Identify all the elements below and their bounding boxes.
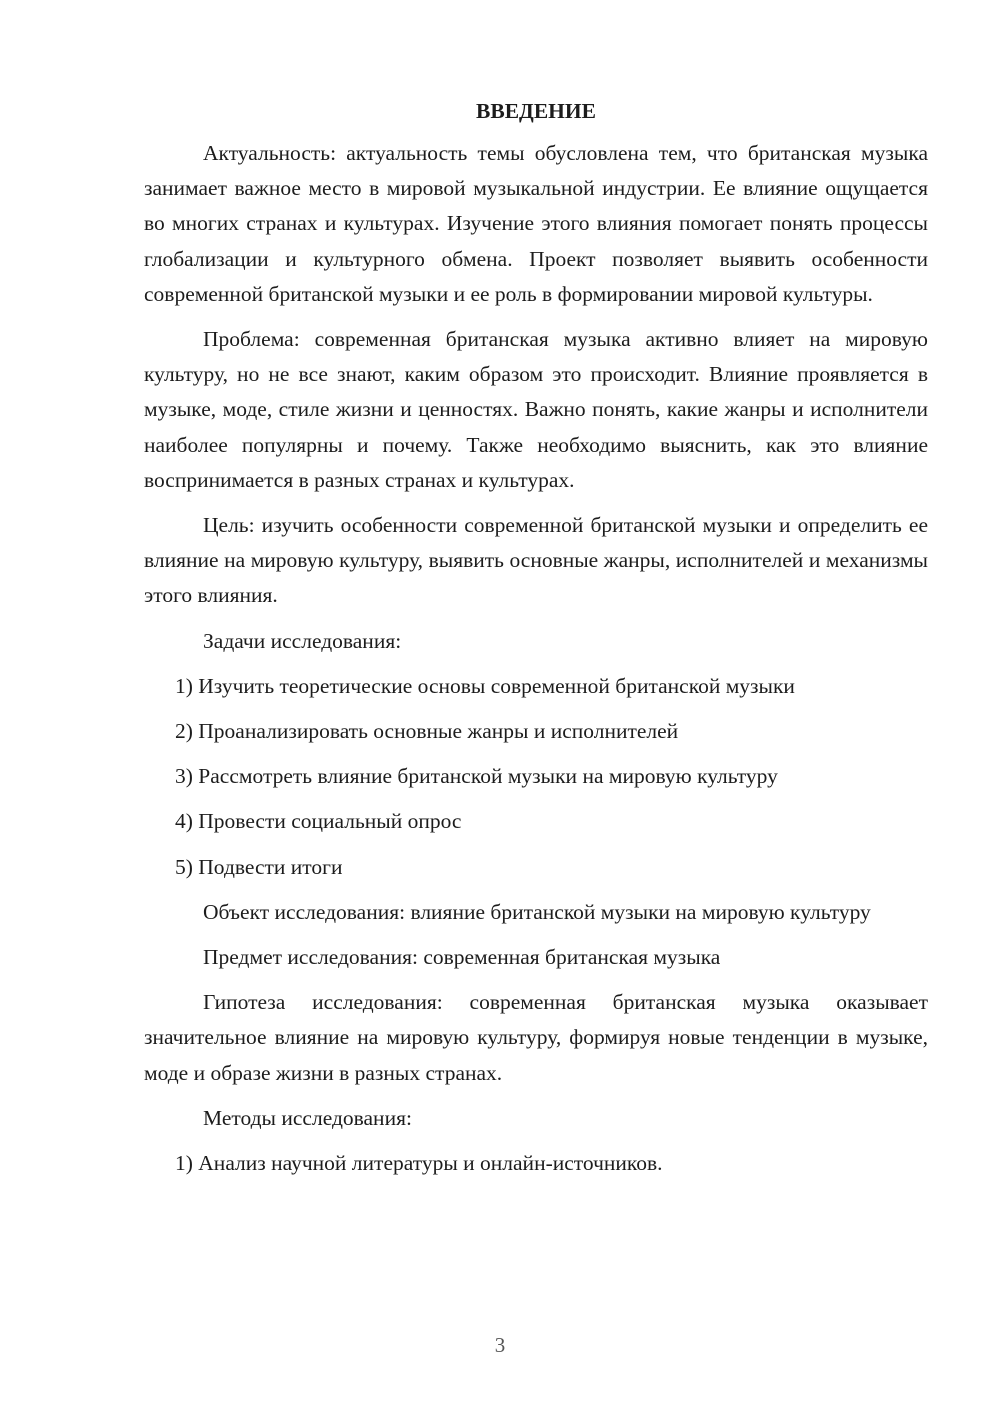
tasks-heading: Задачи исследования: bbox=[203, 628, 402, 653]
task-item: 4) Провести социальный опрос bbox=[175, 809, 462, 834]
task-item: 5) Подвести итоги bbox=[175, 854, 343, 879]
page-number: 3 bbox=[494, 1333, 506, 1357]
object-paragraph: Объект исследования: влияние британской музыки на мировую культуру bbox=[203, 899, 871, 924]
methods-heading: Методы исследования: bbox=[203, 1105, 412, 1130]
task-item: 2) Проанализировать основные жанры и исполнителей bbox=[175, 719, 679, 744]
document-page bbox=[144, 92, 928, 1191]
subject-paragraph: Предмет исследования: современная британская музыка bbox=[203, 945, 721, 970]
problem-paragraph: Проблема: современная британская музыка активно влияет на мировую культуру, но не все знают, каким образом это происходит. Влияние проявляется в музыке, моде, стиле жизни и ценностях. Важно понять, какие жанры и исполнители наиболее популярны и почему. Также необходимо выяснить, как это влияние воспринимается в разных странах и культурах. bbox=[144, 327, 928, 492]
hypothesis-paragraph: Гипотеза исследования: современная британская музыка оказывает значительное влияние на мировую культуру, формируя новые тенденции в музыке, моде и образе жизни в разных странах. bbox=[144, 990, 928, 1085]
task-item: 1) Изучить теоретические основы современной британской музыки bbox=[175, 673, 795, 698]
relevance-paragraph: Актуальность: актуальность темы обусловлена тем, что британская музыка занимает важное место в мировой музыкальной индустрии. Ее влияние ощущается во многих странах и культурах. Изучение этого влияния помогает понять процессы глобализации и культурного обмена. Проект позволяет выявить особенности современной британской музыки и ее роль в формировании мировой культуры. bbox=[144, 141, 928, 306]
goal-paragraph: Цель: изучить особенности современной британской музыки и определить ее влияние на мировую культуру, выявить основные жанры, исполнителей и механизмы этого влияния. bbox=[144, 513, 928, 608]
method-item: 1) Анализ научной литературы и онлайн-источников. bbox=[175, 1151, 663, 1176]
task-item: 3) Рассмотреть влияние британской музыки на мировую культуру bbox=[175, 764, 778, 789]
page-title: ВВЕДЕНИЕ bbox=[476, 99, 596, 123]
